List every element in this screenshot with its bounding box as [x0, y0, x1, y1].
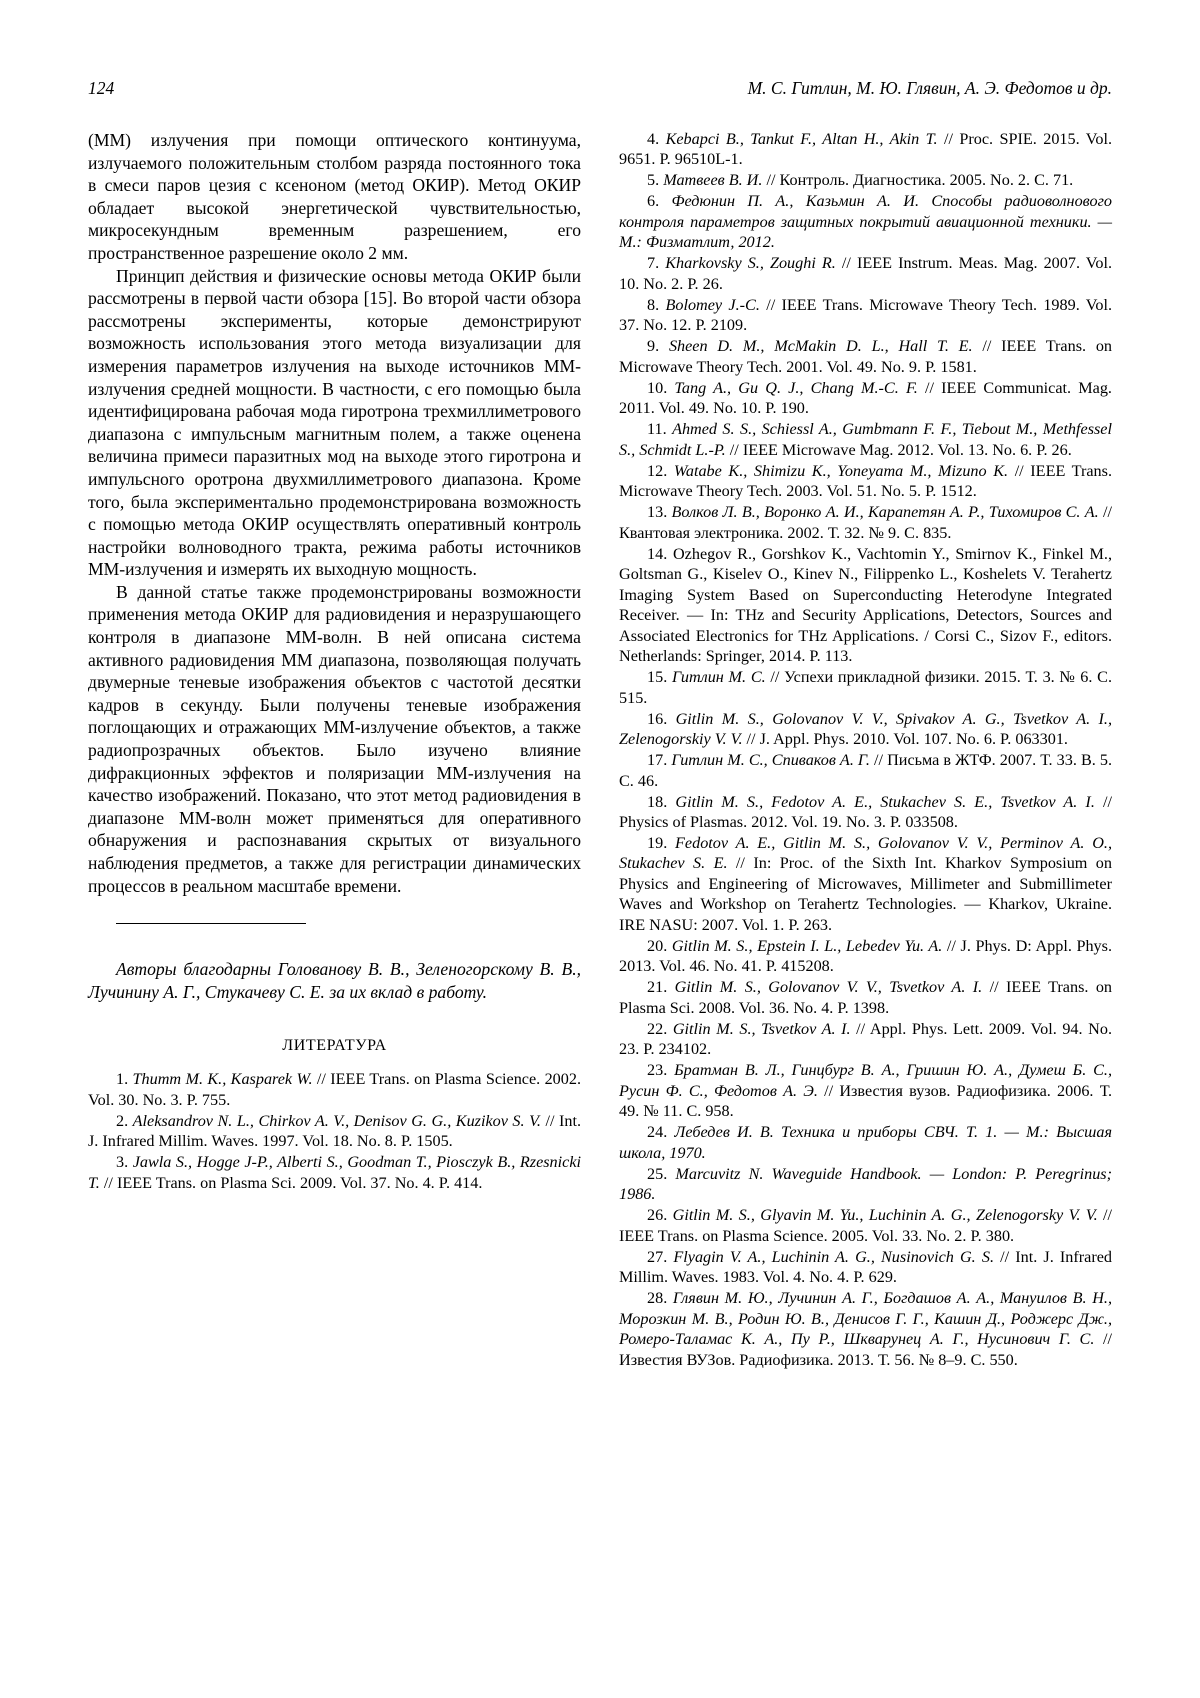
- reference-item: 10. Tang A., Gu Q. J., Chang M.-C. F. // IEEE Communicat. Mag. 2011. Vol. 49. No. 10. P. 190.: [619, 378, 1112, 418]
- two-column-body: [88, 129, 1112, 1371]
- references-heading: ЛИТЕРАТУРА: [282, 1037, 387, 1055]
- reference-item: 15. Гитлин М. С. // Успехи прикладной физики. 2015. Т. 3. № 6. С. 515.: [619, 668, 1112, 707]
- reference-item: 9. Sheen D. M., McMakin D. L., Hall T. E. // IEEE Trans. on Microwave Theory Tech. 2001. Vol. 49. No. 9. P. 1581.: [619, 337, 1113, 376]
- reference-item: 28. Глявин М. Ю., Лучинин А. Г., Богдашов А. А., Мануилов В. Н., Морозкин М. В., Родин Ю. В., Денисов Г. Г., Кашин Д., Роджерс Дж., Ромеро-Таламас К. А., Пу Р., Шкварунец А. Г., Нусинович Г. С. // Известия ВУЗов. Радиофизика. 2013. Т. 56. № 8–9. С. 550.: [619, 1289, 1113, 1369]
- right-column: [619, 129, 1112, 1371]
- references-list-left: [88, 1069, 581, 1193]
- reference-item: 16. Gitlin M. S., Golovanov V. V., Spivakov A. G., Tsvetkov A. I., Zelenogorskiy V. V. // J. Appl. Phys. 2010. Vol. 107. No. 6. P. 063301.: [619, 709, 1113, 749]
- reference-item: 23. Братман В. Л., Гинцбург В. А., Гришин Ю. А., Думеш Б. С., Русин Ф. С., Федотов А. Э. // Известия вузов. Радиофизика. 2006. Т. 49. № 11. С. 958.: [619, 1061, 1113, 1121]
- reference-item: 21. Gitlin M. S., Golovanov V. V., Tsvetkov A. I. // IEEE Trans. on Plasma Sci. 2008. Vol. 36. No. 4. P. 1398.: [619, 978, 1113, 1017]
- acknowledgement: Авторы благодарны Голованову В. В., Зеленогорскому В. В., Лучинину А. Г., Стукачеву С. Е. за их вклад в работу.: [88, 959, 581, 1002]
- reference-item: 7. Kharkovsky S., Zoughi R. // IEEE Instrum. Meas. Mag. 2007. Vol. 10. No. 2. P. 26.: [619, 254, 1113, 293]
- reference-item: 22. Gitlin M. S., Tsvetkov A. I. // Appl. Phys. Lett. 2009. Vol. 94. No. 23. P. 234102.: [619, 1019, 1113, 1059]
- reference-item: 26. Gitlin M. S., Glyavin M. Yu., Luchinin A. G., Zelenogorsky V. V. // IEEE Trans. on Plasma Science. 2005. Vol. 33. No. 2. P. 380.: [619, 1206, 1113, 1245]
- page-number: 124: [88, 78, 115, 98]
- reference-item: 6. Федюнин П. А., Казьмин А. И. Способы радиоволнового контроля параметров защитных покрытий авиационной техники. — М.: Физматлит, 2012.: [619, 192, 1112, 252]
- reference-item: 14. Ozhegov R., Gorshkov K., Vachtomin Y., Smirnov K., Finkel M., Goltsman G., Kiselev O., Kinev N., Filippenko L., Koshelets V. Terahertz Imaging System Based on Superconducting Heterodyne Integrated Receiver. — In: THz and Security Applications, Detectors, Sources and Associated Electronics for THz Applications. / Corsi C., Sizov F., editors. Netherlands: Springer, 2014. P. 113.: [619, 544, 1112, 666]
- reference-item: 19. Fedotov A. E., Gitlin M. S., Golovanov V. V., Perminov A. O., Stukachev S. E. // In: Proc. of the Sixth Int. Kharkov Symposium on Physics and Engineering of Microwaves, Millimeter and Submillimeter Waves and Workshop on Terahertz Technologies. — Kharkov, Ukraine. IRE NASU: 2007. Vol. 1. P. 263.: [619, 833, 1113, 934]
- reference-item: 2. Aleksandrov N. L., Chirkov A. V., Denisov G. G., Kuzikov S. V. // Int. J. Infrared Millim. Waves. 1997. Vol. 18. No. 8. P. 1505.: [88, 1111, 581, 1151]
- reference-item: 20. Gitlin M. S., Epstein I. L., Lebedev Yu. A. // J. Phys. D: Appl. Phys. 2013. Vol. 46. No. 41. P. 415208.: [619, 936, 1112, 976]
- reference-item: 4. Kebapci B., Tankut F., Altan H., Akin T. // Proc. SPIE. 2015. Vol. 9651. P. 96510L-1.: [619, 130, 1112, 169]
- running-head: [88, 78, 1112, 99]
- reference-item: 1. Thumm M. K., Kasparek W. // IEEE Trans. on Plasma Science. 2002. Vol. 30. No. 3. P. 755.: [88, 1070, 582, 1109]
- reference-item: 24. Лебедев И. В. Техника и приборы СВЧ. Т. 1. — М.: Высшая школа, 1970.: [619, 1123, 1113, 1162]
- reference-item: 27. Flyagin V. A., Luchinin A. G., Nusinovich G. S. // Int. J. Infrared Millim. Waves. 1983. Vol. 4. No. 4. P. 629.: [619, 1247, 1113, 1287]
- reference-item: 11. Ahmed S. S., Schiessl A., Gumbmann F. F., Tiebout M., Methfessel S., Schmidt L.-P. // IEEE Microwave Mag. 2012. Vol. 13. No. 6. P. 26.: [619, 420, 1112, 459]
- references-list-right: [619, 129, 1112, 1370]
- reference-item: 25. Marcuvitz N. Waveguide Handbook. — London: P. Peregrinus; 1986.: [619, 1164, 1113, 1204]
- paragraph: В данной статье также продемонстрированы возможности применения метода ОКИР для радиовидения и неразрушающего контроля в диапазоне ММ-волн. В ней описана система активного радиовидения ММ диапазона, позволяющая получать двумерные теневые изображения объектов с частотой десятки кадров в секунду. Были получены теневые изображения поглощающих и отражающих ММ-излучение объектов, а также радиопрозрачных объектов. Было изучено влияние дифракционных эффектов и поляризации ММ-излучения на качество изображений. Показано, что этот метод радиовидения в диапазоне ММ-волн может применяться для оперативного обнаружения и распознавания скрытых от визуального наблюдения предметов, а также для регистрации динамических процессов в реальном масштабе времени.: [88, 581, 581, 896]
- section-divider: [116, 923, 306, 924]
- reference-item: 18. Gitlin M. S., Fedotov A. E., Stukachev S. E., Tsvetkov A. I. // Physics of Plasmas. 2012. Vol. 19. No. 3. P. 033508.: [619, 792, 1112, 831]
- left-column: [88, 129, 581, 1371]
- running-authors: М. С. Гитлин, М. Ю. Глявин, А. Э. Федотов и др.: [747, 78, 1112, 98]
- reference-item: 13. Волков Л. В., Воронко А. И., Карапетян А. Р., Тихомиров С. А. // Квантовая электроника. 2002. Т. 32. № 9. С. 835.: [619, 503, 1113, 542]
- reference-item: 12. Watabe K., Shimizu K., Yoneyama M., Mizuno K. // IEEE Trans. Microwave Theory Tech. 2003. Vol. 51. No. 5. P. 1512.: [619, 461, 1113, 501]
- reference-item: 17. Гитлин М. С., Спиваков А. Г. // Письма в ЖТФ. 2007. Т. 33. В. 5. С. 46.: [619, 751, 1112, 790]
- paragraph: Принцип действия и физические основы метода ОКИР были рассмотрены в первой части обзора [15]. Во второй части обзора рассмотрены эксперименты, которые демонстрируют возможность использования этого метода визуализации для измерения параметров излучения на выходе источников ММ-излучения средней мощности. В частности, с его помощью была идентифицирована рабочая мода гиротрона трехмиллиметрового диапазона с импульсным магнитным полем, а также оценена величина примеси паразитных мод на выходе этого гиротрона и импульсного оротрона двухмиллиметрового диапазона. Кроме того, была экспериментально продемонстрирована возможность с помощью метода ОКИР осуществлять оперативный контроль настройки волноводного тракта, режима работы источников ММ-излучения и измерять их выходную мощность.: [88, 265, 581, 580]
- reference-item: 3. Jawla S., Hogge J-P., Alberti S., Goodman T., Piosczyk B., Rzesnicki T. // IEEE Trans. on Plasma Sci. 2009. Vol. 37. No. 4. P. 414.: [88, 1153, 582, 1192]
- reference-item: 8. Bolomey J.-C. // IEEE Trans. Microwave Theory Tech. 1989. Vol. 37. No. 12. P. 2109.: [619, 295, 1113, 335]
- paragraph: (ММ) излучения при помощи оптического континуума, излучаемого положительным столбом разряда постоянного тока в смеси паров цезия с ксеноном (метод ОКИР). Метод ОКИР обладает высокой энергетической чувствительностью, микросекундным временным разрешением, его пространственное разрешение около 2 мм.: [88, 130, 581, 263]
- reference-item: 5. Матвеев В. И. // Контроль. Диагностика. 2005. No. 2. C. 71.: [647, 171, 1074, 190]
